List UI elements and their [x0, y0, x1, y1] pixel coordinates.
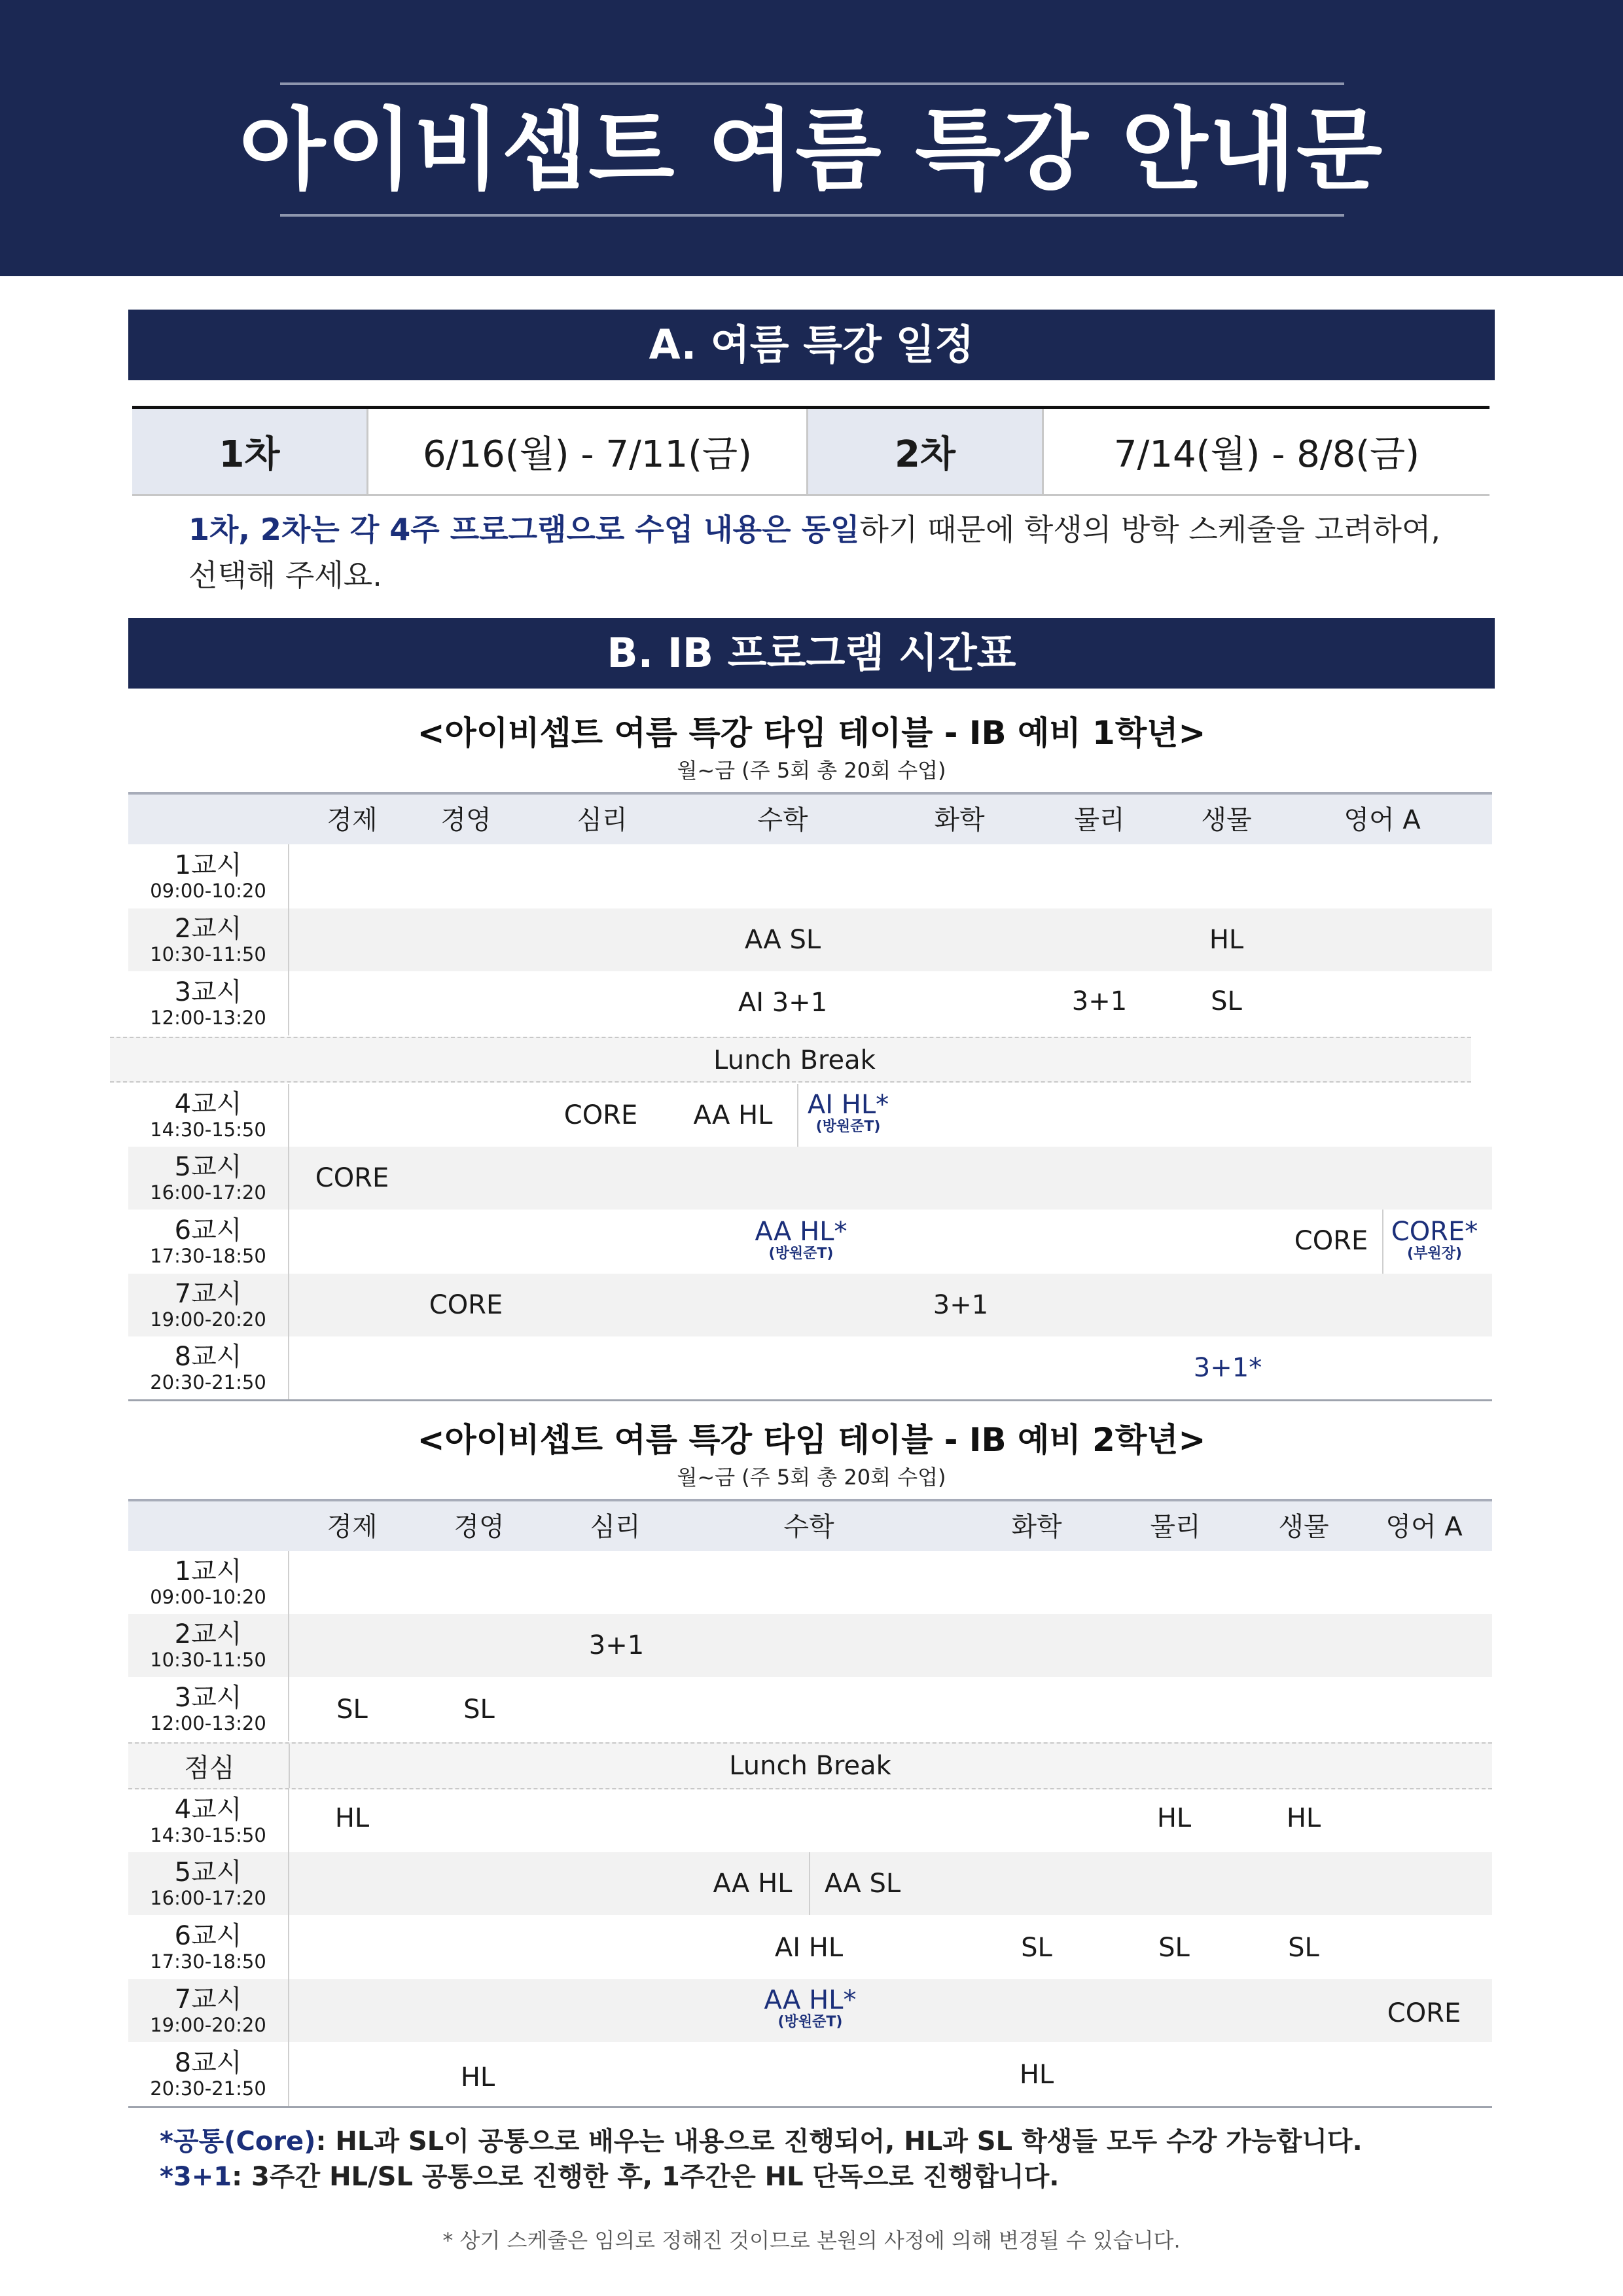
col-header: 화학	[1011, 1512, 1062, 1542]
grade2-table-title: <아이비셉트 여름 특강 타임 테이블 - IB 예비 2학년>	[417, 1421, 1206, 1459]
lunch-row	[110, 1037, 1471, 1083]
period-cell: 6교시 17:30-18:50	[128, 1915, 289, 1979]
period-cell: 4교시 14:30-15:50	[128, 1084, 289, 1147]
table-bottom-rule	[128, 2106, 1492, 2108]
table-row	[128, 1210, 1492, 1274]
section-b-title: B. IB 프로그램 시간표	[128, 618, 1495, 689]
page-title: 아이비셉트 여름 특강 안내문	[239, 99, 1384, 202]
table-row	[128, 1551, 1492, 1614]
class-cell: SL	[336, 1695, 368, 1725]
class-cell-starred: 3+1*	[1193, 1353, 1262, 1383]
table-row	[128, 844, 1492, 908]
class-cell: AI 3+1	[738, 988, 828, 1018]
col-header: 수학	[783, 1512, 834, 1542]
table-row	[128, 1915, 1492, 1979]
table-row	[128, 1274, 1492, 1336]
col-header: 경영	[454, 1512, 505, 1542]
table-row	[128, 1614, 1492, 1677]
col-header: 화학	[934, 805, 985, 835]
class-cell-starred: CORE* (부원장)	[1391, 1217, 1478, 1262]
col-header: 수학	[757, 805, 808, 835]
disclaimer: * 상기 스케줄은 임의로 정해진 것이므로 본원의 사정에 의해 변경될 수 있습니다.	[442, 2228, 1181, 2253]
class-cell: 3+1	[588, 1630, 645, 1660]
col-header: 경제	[327, 805, 378, 835]
table-row	[128, 1147, 1492, 1210]
col-header: 생물	[1278, 1512, 1329, 1542]
term1-dates: 6/16(월) - 7/11(금)	[366, 409, 806, 494]
class-cell: SL	[1211, 986, 1242, 1016]
lunch-period-label: 점심	[184, 1753, 235, 1784]
schedule-note	[188, 507, 1497, 598]
col-header: 영어 A	[1344, 805, 1421, 835]
class-cell: CORE	[563, 1100, 638, 1130]
class-cell-starred: AI HL* (방원준T)	[807, 1090, 889, 1135]
table-row	[128, 1979, 1492, 2042]
class-cell: SL	[463, 1695, 495, 1725]
table-row	[128, 1852, 1492, 1915]
note-highlight: 1차, 2차는 각 4주 프로그램으로 수업 내용은 동일	[188, 512, 860, 547]
table-row	[128, 1789, 1492, 1852]
period-cell: 6교시 17:30-18:50	[128, 1210, 289, 1274]
lunch-row	[128, 1742, 1492, 1789]
col-header: 심리	[590, 1512, 641, 1542]
grade1-header-row	[128, 792, 1492, 844]
note-line2: 선택해 주세요.	[188, 558, 382, 593]
table-bottom-rule	[128, 1399, 1492, 1401]
col-header: 영어 A	[1385, 1512, 1463, 1542]
note-rest: 하기 때문에 학생의 방학 스케줄을 고려하여,	[859, 512, 1441, 547]
col-header: 경제	[327, 1512, 378, 1542]
col-header: 물리	[1074, 805, 1125, 835]
header-rule-top	[280, 82, 1344, 85]
class-cell: CORE	[1294, 1226, 1368, 1256]
period-cell: 1교시 09:00-10:20	[128, 1551, 289, 1614]
period-cell: 5교시 16:00-17:20	[128, 1852, 289, 1915]
schedule-table	[132, 406, 1489, 496]
period-cell: 3교시 12:00-13:20	[128, 1677, 289, 1741]
col-header: 심리	[577, 805, 628, 835]
period-cell: 8교시 20:30-21:50	[128, 2042, 289, 2106]
class-cell: SL	[1288, 1933, 1319, 1963]
period-cell: 1교시 09:00-10:20	[128, 844, 289, 908]
cell-divider	[797, 1084, 798, 1147]
class-cell: AA SL	[824, 1869, 901, 1899]
table-row	[128, 1336, 1492, 1399]
table-row	[128, 908, 1492, 971]
class-cell: 3+1	[1071, 986, 1128, 1016]
period-cell: 2교시 10:30-11:50	[128, 1614, 289, 1677]
table-row	[128, 2042, 1492, 2106]
col-header: 생물	[1201, 805, 1252, 835]
footnote-3plus1: *3+1: 3주간 HL/SL 공통으로 진행한 후, 1주간은 HL 단독으로 진행합니다.	[160, 2162, 1060, 2192]
class-cell-starred: AA HL* (방원준T)	[755, 1217, 847, 1262]
class-cell: AA SL	[744, 925, 821, 955]
class-cell: CORE	[1387, 1998, 1461, 2028]
class-cell: HL	[460, 2062, 495, 2092]
period-cell: 7교시 19:00-20:20	[128, 1979, 289, 2042]
class-cell: SL	[1158, 1933, 1190, 1963]
class-cell: AA HL	[693, 1100, 773, 1130]
term1-label: 1차	[132, 409, 366, 494]
table-row	[128, 1677, 1492, 1741]
class-cell: AA HL	[713, 1869, 793, 1899]
header-banner	[0, 0, 1623, 276]
cell-divider	[289, 1744, 290, 1788]
footnote-core: *공통(Core): HL과 SL이 공통으로 배우는 내용으로 진행되어, HL과 SL 학생들 모두 수강 가능합니다.	[160, 2126, 1363, 2157]
cell-divider	[1382, 1210, 1383, 1274]
period-cell: 2교시 10:30-11:50	[128, 908, 289, 971]
class-cell-starred: AA HL* (방원준T)	[764, 1985, 857, 2030]
class-cell: HL	[334, 1803, 370, 1833]
lunch-label: Lunch Break	[713, 1045, 876, 1075]
class-cell: HL	[1019, 2060, 1054, 2090]
term2-label: 2차	[806, 409, 1042, 494]
class-cell: SL	[1021, 1933, 1052, 1963]
header-rule-bottom	[280, 214, 1344, 217]
class-cell: HL	[1209, 925, 1244, 955]
table-row	[128, 1084, 1492, 1147]
section-a-title: A. 여름 특강 일정	[128, 310, 1495, 380]
col-header: 물리	[1150, 1512, 1201, 1542]
period-cell: 3교시 12:00-13:20	[128, 971, 289, 1035]
class-cell: HL	[1286, 1803, 1321, 1833]
grade2-table-subtitle: 월~금 (주 5회 총 20회 수업)	[677, 1465, 946, 1490]
grade2-header-row	[128, 1499, 1492, 1551]
period-cell: 7교시 19:00-20:20	[128, 1274, 289, 1336]
period-cell: 5교시 16:00-17:20	[128, 1147, 289, 1210]
grade1-table-subtitle: 월~금 (주 5회 총 20회 수업)	[677, 758, 946, 783]
class-cell: 3+1	[933, 1290, 989, 1320]
lunch-label: Lunch Break	[729, 1751, 891, 1781]
term2-dates: 7/14(월) - 8/8(금)	[1042, 409, 1489, 494]
grade1-table-title: <아이비셉트 여름 특강 타임 테이블 - IB 예비 1학년>	[417, 714, 1206, 752]
class-cell: CORE	[315, 1163, 389, 1193]
cell-divider	[809, 1852, 810, 1915]
table-row	[128, 971, 1492, 1035]
period-cell: 4교시 14:30-15:50	[128, 1789, 289, 1852]
period-cell: 8교시 20:30-21:50	[128, 1336, 289, 1399]
class-cell: HL	[1156, 1803, 1192, 1833]
col-header: 경영	[440, 805, 491, 835]
class-cell: CORE	[429, 1290, 503, 1320]
class-cell: AI HL	[774, 1933, 844, 1963]
